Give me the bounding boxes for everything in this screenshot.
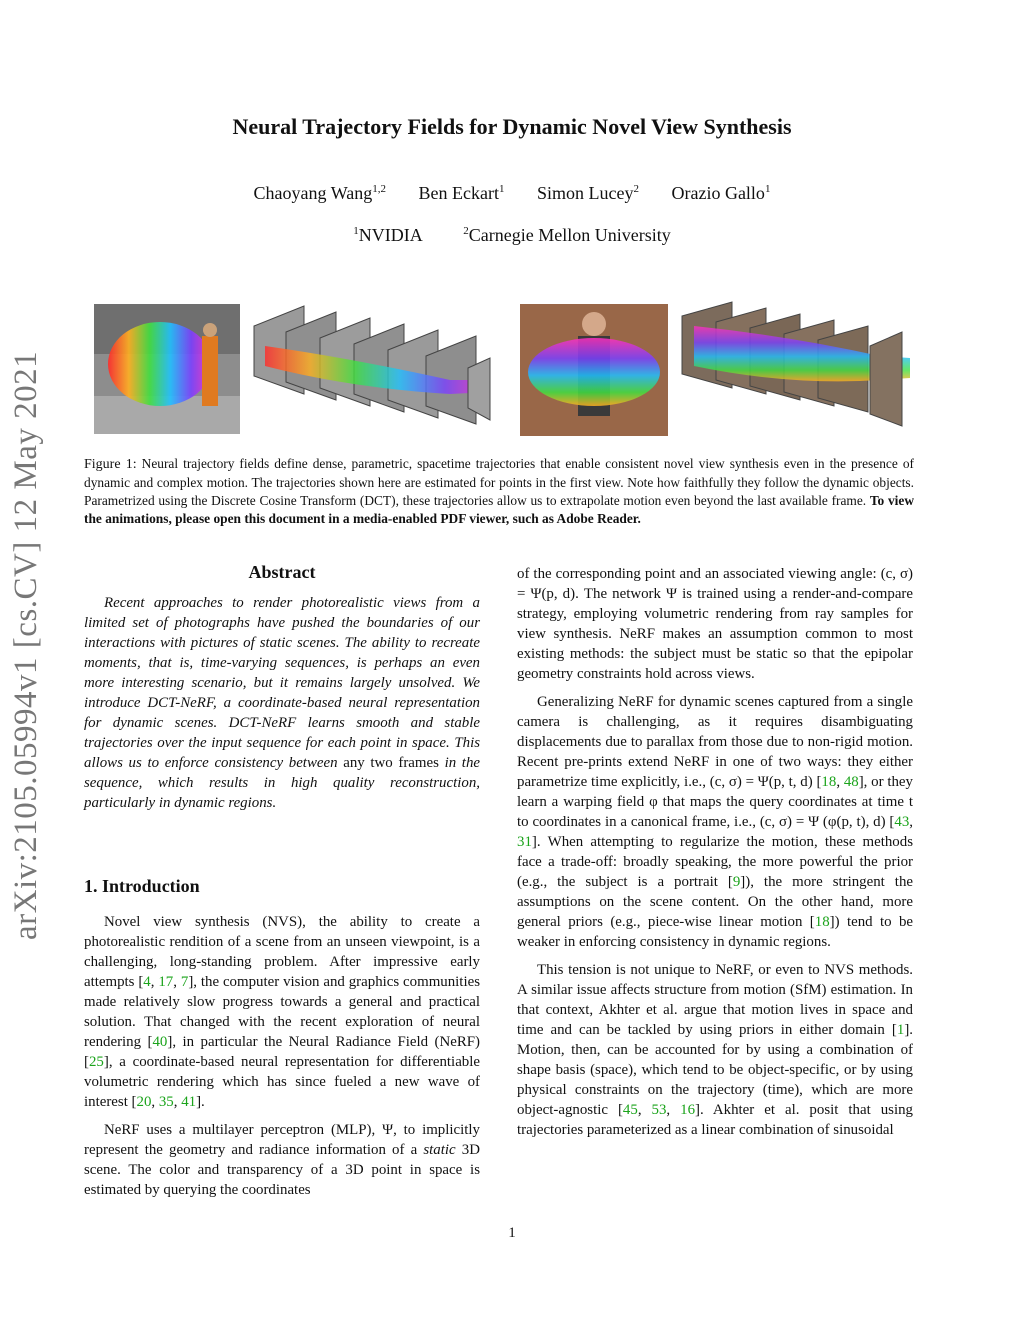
figure-1-graphic — [90, 296, 920, 444]
citation-link[interactable]: 4 — [143, 974, 151, 990]
intro-body — [84, 912, 480, 1208]
paper-title: Neural Trajectory Fields for Dynamic Novel View Synthesis — [232, 114, 792, 139]
figure-label: Figure 1: — [84, 457, 137, 472]
abstract-body: Recent approaches to render photorealistic views from a limited set of photographs have pushed the boundaries of our interactions with pictures of static scenes. The ability to recreate moments, that is, time-varying sequences, is perhaps an even more interesting scenario, but it remains largely unsolved. We introduce DCT-NeRF, a coordinate-based neural representation for dynamic scenes. DCT-NeRF learns smooth and stable trajectories over the input sequence for each point in space. This allows us to enforce consistency between any two frames in the sequence, which results in high quality reconstruction, particularly in dynamic regions. — [84, 595, 480, 811]
right-column-body — [517, 564, 913, 1148]
citation-link[interactable]: 43 — [894, 814, 910, 830]
affiliation-list — [0, 225, 1024, 246]
citation-link[interactable]: 1 — [896, 1022, 905, 1038]
citation-link[interactable]: 41 — [181, 1094, 197, 1110]
citation-link[interactable]: 45 — [622, 1102, 638, 1118]
citation-link[interactable]: 18 — [821, 774, 837, 790]
abstract-heading: Abstract — [248, 562, 316, 582]
section-heading-introduction: 1. Introduction — [84, 876, 200, 896]
citation-link[interactable]: 16 — [680, 1102, 696, 1118]
author: Chaoyang Wang$^{1,2}$ — [253, 183, 386, 203]
citation-link[interactable]: 31 — [517, 834, 532, 850]
affiliation: $^2$Carnegie Mellon University — [463, 225, 671, 245]
figure-panel-frame-sequence-1 — [254, 306, 490, 424]
figure-panel-frame-sequence-2 — [682, 302, 910, 426]
right-paragraph-2: Generalizing NeRF for dynamic scenes captured from a single camera is challenging, as it requires disambiguating displacements due to parallax from those due to non-rigid motion. Recent pre-prints extend NeRF in one of two ways: they either parametrize time explicitly, i.e., (c, σ) = Ψ(p, t, d) [18, 48], or they learn a warping field φ that maps the query coordinates at time t to coordinates in a canonical frame, i.e., (c, σ) = Ψ (φ(p, t), d) [43, 31]. When attempting to regularize the motion, these methods face a trade-off: broadly speaking, the more powerful the prior (e.g., the subject is a portrait [9]), the more stringent the assumptions on the scene content. On the other hand, more general priors (e.g., piece-wise linear motion [18]) tend to be weaker in enforcing consistency in dynamic regions. — [517, 694, 913, 950]
citation-link[interactable]: 40 — [152, 1034, 168, 1050]
author: Ben Eckart$^1$ — [418, 183, 505, 203]
author-list — [0, 183, 1024, 204]
citation-link[interactable]: 35 — [158, 1094, 174, 1110]
citation-link[interactable]: 25 — [88, 1054, 104, 1070]
figure-caption-text: Neural trajectory fields define dense, parametric, spacetime trajectories that enable consistent novel view synthesis even in the presence of dynamic and complex motion. The trajectories shown here are estimated for points in the first view. Note how faithfully they follow the dynamic objects. Parametrized using the Discrete Cosine Transform (DCT), these trajectories allow us to extrapolate motion even beyond the last available frame. — [84, 456, 914, 508]
citation-link[interactable]: 53 — [651, 1102, 667, 1118]
author: Simon Lucey$^2$ — [536, 183, 639, 203]
affiliation: $^1$NVIDIA — [353, 225, 423, 245]
citation-link[interactable]: 20 — [136, 1094, 152, 1110]
intro-paragraph-1: Novel view synthesis (NVS), the ability to create a photorealistic rendition of a scene from an unseen viewpoint, is a challenging, long-standing problem. After impressive early attempts [4, 17, 7], the computer vision and graphics communities made relatively slow progress towards a general and practical solution. That changed with the recent exploration of neural rendering [40], in particular the Neural Radiance Field (NeRF) [25], a coordinate-based neural representation for differentiable volumetric rendering which has since fueled a new wave of interest [20, 35, 41]. — [84, 914, 480, 1110]
figure-caption-bold: To view the animations, please open this document in a media-enabled PDF viewer, such as Adobe Reader. — [84, 493, 914, 526]
citation-link[interactable]: 18 — [814, 914, 830, 930]
author: Orazio Gallo$^1$ — [671, 183, 771, 203]
figure-panel-portrait — [520, 304, 668, 436]
figure-1-caption — [84, 455, 914, 528]
citation-link[interactable]: 17 — [158, 974, 174, 990]
arxiv-identifier: arXiv:2105.05994v1 [cs.CV] 12 May 2021 — [8, 350, 44, 940]
intro-paragraph-2: NeRF uses a multilayer perceptron (MLP), Ψ, to implicitly represent the geometry and radiance information of a static 3D scene. The color and transparency of a 3D point in space is estimated by querying the coordinates — [84, 1122, 480, 1198]
citation-link[interactable]: 48 — [843, 774, 859, 790]
citation-link[interactable]: 7 — [180, 974, 189, 990]
page-number: 1 — [508, 1225, 516, 1241]
citation-link[interactable]: 9 — [732, 874, 741, 890]
figure-panel-pedestrian — [94, 304, 240, 434]
right-paragraph-1: of the corresponding point and an associated viewing angle: (c, σ) = Ψ(p, d). The network Ψ is trained using a render-and-compare strategy, employing volumetric rendering from ray samples for view synthesis. NeRF makes an assumption common to most existing methods: the subject must be static so that the epipolar geometry constraints hold across views. — [517, 566, 913, 682]
right-paragraph-3: This tension is not unique to NeRF, or even to NVS methods. A similar issue affects structure from motion (SfM) estimation. In that context, Akhter et al. argue that motion lives in space and time and can be tackled by using priors in either domain [1]. Motion, then, can be accounted for by using a combination of shape basis (space), which tend to be object-specific, or by using physical constraints on the trajectory (time), which are more object-agnostic [45, 53, 16]. Akhter et al. posit that using trajectories parameterized as a linear combination of sinusoidal — [517, 962, 913, 1138]
